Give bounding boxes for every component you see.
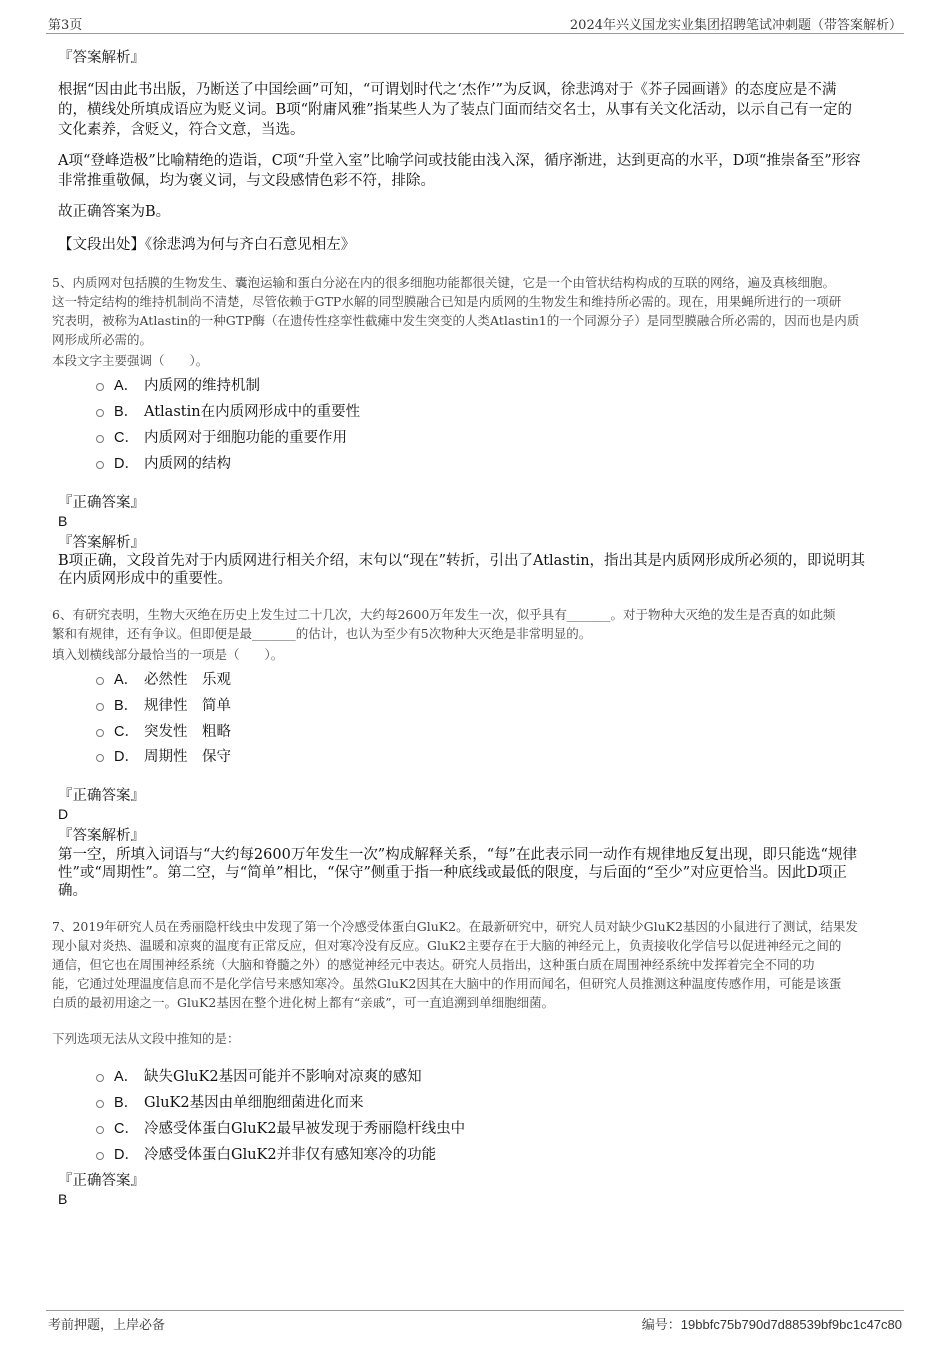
footer-slogan: 考前押题，上岸必备 bbox=[48, 1318, 166, 1333]
radio-icon[interactable] bbox=[96, 383, 104, 391]
q6-analysis-line: 性”或“周期性”。第二空，与“简单”相比，“保守”侧重于指一种底线或最低的限度，与后面的“至少”对应更恰当。因此D项正 bbox=[58, 865, 847, 881]
q4-analysis-line: A项“登峰造极”比喻精绝的造诣，C项“升堂入室”比喻学问或技能由浅入深，循序渐进，达到更高的水平，D项“推崇备至”形容 bbox=[58, 153, 861, 169]
q7-stem-line: 7、2019年研究人员在秀丽隐杆线虫中发现了第一个冷感受体蛋白GluK2。在最新研究中，研究人员对缺少GluK2基因的小鼠进行了测试，结果发 bbox=[52, 919, 858, 934]
option-letter: B． bbox=[114, 697, 139, 714]
q6-analysis-label: 『答案解析』 bbox=[58, 828, 145, 844]
q6-prompt: 填入划横线部分最恰当的一项是（ ）。 bbox=[52, 647, 284, 662]
q5-correct-label: 『正确答案』 bbox=[58, 495, 145, 511]
radio-icon[interactable] bbox=[96, 1074, 104, 1082]
q7-correct-label: 『正确答案』 bbox=[58, 1173, 145, 1189]
option-text: 内质网的维持机制 bbox=[144, 377, 260, 394]
q6-analysis-line: 确。 bbox=[58, 883, 87, 899]
option-text: 缺失GluK2基因可能并不影响对凉爽的感知 bbox=[144, 1068, 422, 1085]
q6-option-c[interactable] bbox=[96, 720, 231, 740]
q6-stem-line: 繁和有规律，还有争议。但即便是最_______的估计，也认为至少有5次物种大灭绝是非常明显的。 bbox=[52, 626, 592, 641]
q4-conclusion: 故正确答案为B。 bbox=[58, 204, 171, 220]
option-text: 规律性 简单 bbox=[144, 697, 231, 714]
option-letter: B． bbox=[114, 403, 139, 420]
q7-stem-line: 通信，但它也在周围神经系统（大脑和脊髓之外）的感觉神经元中表达。研究人员指出，这种蛋白质在周围神经系统中发挥着完全不同的功 bbox=[52, 957, 815, 972]
q5-option-a[interactable] bbox=[96, 374, 260, 394]
q4-analysis-line: 根据“因由此书出版，乃断送了中国绘画”可知，“可谓划时代之‘杰作’”为反讽，徐悲鸿对于《芥子园画谱》的态度应是不满 bbox=[58, 82, 837, 98]
option-text: 周期性 保守 bbox=[144, 748, 231, 765]
option-letter: A． bbox=[114, 1068, 139, 1085]
page-number: 第3页 bbox=[48, 18, 83, 33]
option-text: 必然性 乐观 bbox=[144, 671, 231, 688]
document-title: 2024年兴义国龙实业集团招聘笔试冲刺题（带答案解析） bbox=[569, 18, 902, 33]
q6-option-b[interactable] bbox=[96, 694, 231, 714]
q5-stem-line: 究表明，被称为Atlastin的一种GTP酶（在遗传性痉挛性截瘫中发生突变的人类Atlastin1的一个同源分子）是同型膜融合所必需的，因而也是内质 bbox=[52, 313, 860, 328]
q4-analysis-line: 非常推重敬佩，均为褒义词，与文段感情色彩不符，排除。 bbox=[58, 173, 435, 189]
q7-prompt: 下列选项无法从文段中推知的是： bbox=[52, 1031, 240, 1046]
q5-analysis-line: B项正确，文段首先对于内质网进行相关介绍，末句以“现在”转折，引出了Atlastin，指出其是内质网形成所必须的，即说明其 bbox=[58, 553, 866, 569]
q5-option-d[interactable] bbox=[96, 452, 231, 472]
q4-source: 【文段出处】《徐悲鸿为何与齐白石意见相左》 bbox=[58, 237, 356, 253]
footer-divider bbox=[46, 1310, 904, 1311]
option-letter: D． bbox=[114, 1146, 139, 1163]
code-label: 编号： bbox=[641, 1318, 681, 1333]
q5-analysis-label: 『答案解析』 bbox=[58, 535, 145, 551]
q7-option-b[interactable] bbox=[96, 1091, 364, 1111]
option-text: 突发性 粗略 bbox=[144, 723, 231, 740]
q5-stem-line: 这一特定结构的维持机制尚不清楚，尽管依赖于GTP水解的同型膜融合已知是内质网的生物发生和维持所必需的。现在，用果蝇所进行的一项研 bbox=[52, 294, 842, 309]
radio-icon[interactable] bbox=[96, 729, 104, 737]
option-text: 内质网对于细胞功能的重要作用 bbox=[144, 429, 347, 446]
footer-code bbox=[642, 1314, 902, 1333]
option-letter: C． bbox=[114, 1120, 139, 1137]
radio-icon[interactable] bbox=[96, 461, 104, 469]
option-text: 冷感受体蛋白GluK2最早被发现于秀丽隐杆线虫中 bbox=[144, 1120, 466, 1137]
q7-stem-line: 能，它通过处理温度信息而不是化学信号来感知寒冷。虽然GluK2因其在大脑中的作用而闻名，但研究人员推测这种温度传感作用，可能是该蛋 bbox=[52, 976, 842, 991]
header-divider bbox=[46, 33, 904, 34]
option-letter: B． bbox=[114, 1094, 139, 1111]
code-value: 19bbfc75b790d7d88539bf9bc1c47c80 bbox=[680, 1317, 902, 1332]
q6-correct-label: 『正确答案』 bbox=[58, 788, 145, 804]
q5-option-b[interactable] bbox=[96, 400, 360, 420]
q5-correct-answer: B bbox=[58, 513, 68, 529]
option-text: Atlastin在内质网形成中的重要性 bbox=[144, 403, 361, 420]
option-text: GluK2基因由单细胞细菌进化而来 bbox=[144, 1094, 364, 1111]
q7-stem-line: 白质的最初用途之一。GluK2基因在整个进化树上都有“亲戚”，可一直追溯到单细胞细菌。 bbox=[52, 995, 555, 1010]
radio-icon[interactable] bbox=[96, 754, 104, 762]
q4-analysis-line: 文化素养，含贬义，符合文意，当选。 bbox=[58, 122, 305, 138]
q4-analysis-label: 『答案解析』 bbox=[58, 50, 145, 66]
option-letter: C． bbox=[114, 429, 139, 446]
radio-icon[interactable] bbox=[96, 1126, 104, 1134]
radio-icon[interactable] bbox=[96, 1152, 104, 1160]
q7-stem-line: 现小鼠对炎热、温暖和凉爽的温度有正常反应，但对寒冷没有反应。GluK2主要存在于大脑的神经元上，负责接收化学信号以促进神经元之间的 bbox=[52, 938, 842, 953]
q7-option-d[interactable] bbox=[96, 1143, 436, 1163]
option-letter: A． bbox=[114, 377, 139, 394]
q5-stem-line: 网形成所必需的。 bbox=[52, 332, 153, 347]
q6-analysis-line: 第一空，所填入词语与“大约每2600万年发生一次”构成解释关系，“每”在此表示同一动作有规律地反复出现，即只能选“规律 bbox=[58, 847, 857, 863]
option-text: 冷感受体蛋白GluK2并非仅有感知寒冷的功能 bbox=[144, 1146, 437, 1163]
option-letter: C． bbox=[114, 723, 139, 740]
radio-icon[interactable] bbox=[96, 409, 104, 417]
q6-stem-line: 6、有研究表明，生物大灭绝在历史上发生过二十几次，大约每2600万年发生一次，似乎具有_______。对于物种大灭绝的发生是否真的如此频 bbox=[52, 607, 836, 622]
q5-analysis-line: 在内质网形成中的重要性。 bbox=[58, 571, 232, 587]
q7-correct-answer: B bbox=[58, 1191, 68, 1207]
q5-option-c[interactable] bbox=[96, 426, 347, 446]
q4-analysis-line: 的，横线处所填成语应为贬义词。B项“附庸风雅”指某些人为了装点门面而结交名士，从事有关文化活动，以示自己有一定的 bbox=[58, 102, 852, 118]
radio-icon[interactable] bbox=[96, 1100, 104, 1108]
q6-option-d[interactable] bbox=[96, 745, 231, 765]
q7-option-c[interactable] bbox=[96, 1117, 465, 1137]
q7-option-a[interactable] bbox=[96, 1065, 422, 1085]
q5-stem-line: 5、内质网对包括膜的生物发生、囊泡运输和蛋白分泌在内的很多细胞功能都很关键，它是一个由管状结构构成的互联的网络，遍及真核细胞。 bbox=[52, 275, 835, 290]
option-letter: D． bbox=[114, 455, 139, 472]
option-text: 内质网的结构 bbox=[144, 455, 231, 472]
radio-icon[interactable] bbox=[96, 435, 104, 443]
radio-icon[interactable] bbox=[96, 677, 104, 685]
option-letter: D． bbox=[114, 748, 139, 765]
option-letter: A． bbox=[114, 671, 139, 688]
q6-option-a[interactable] bbox=[96, 668, 231, 688]
q5-prompt: 本段文字主要强调（ ）。 bbox=[52, 353, 209, 368]
radio-icon[interactable] bbox=[96, 703, 104, 711]
q6-correct-answer: D bbox=[58, 806, 69, 822]
